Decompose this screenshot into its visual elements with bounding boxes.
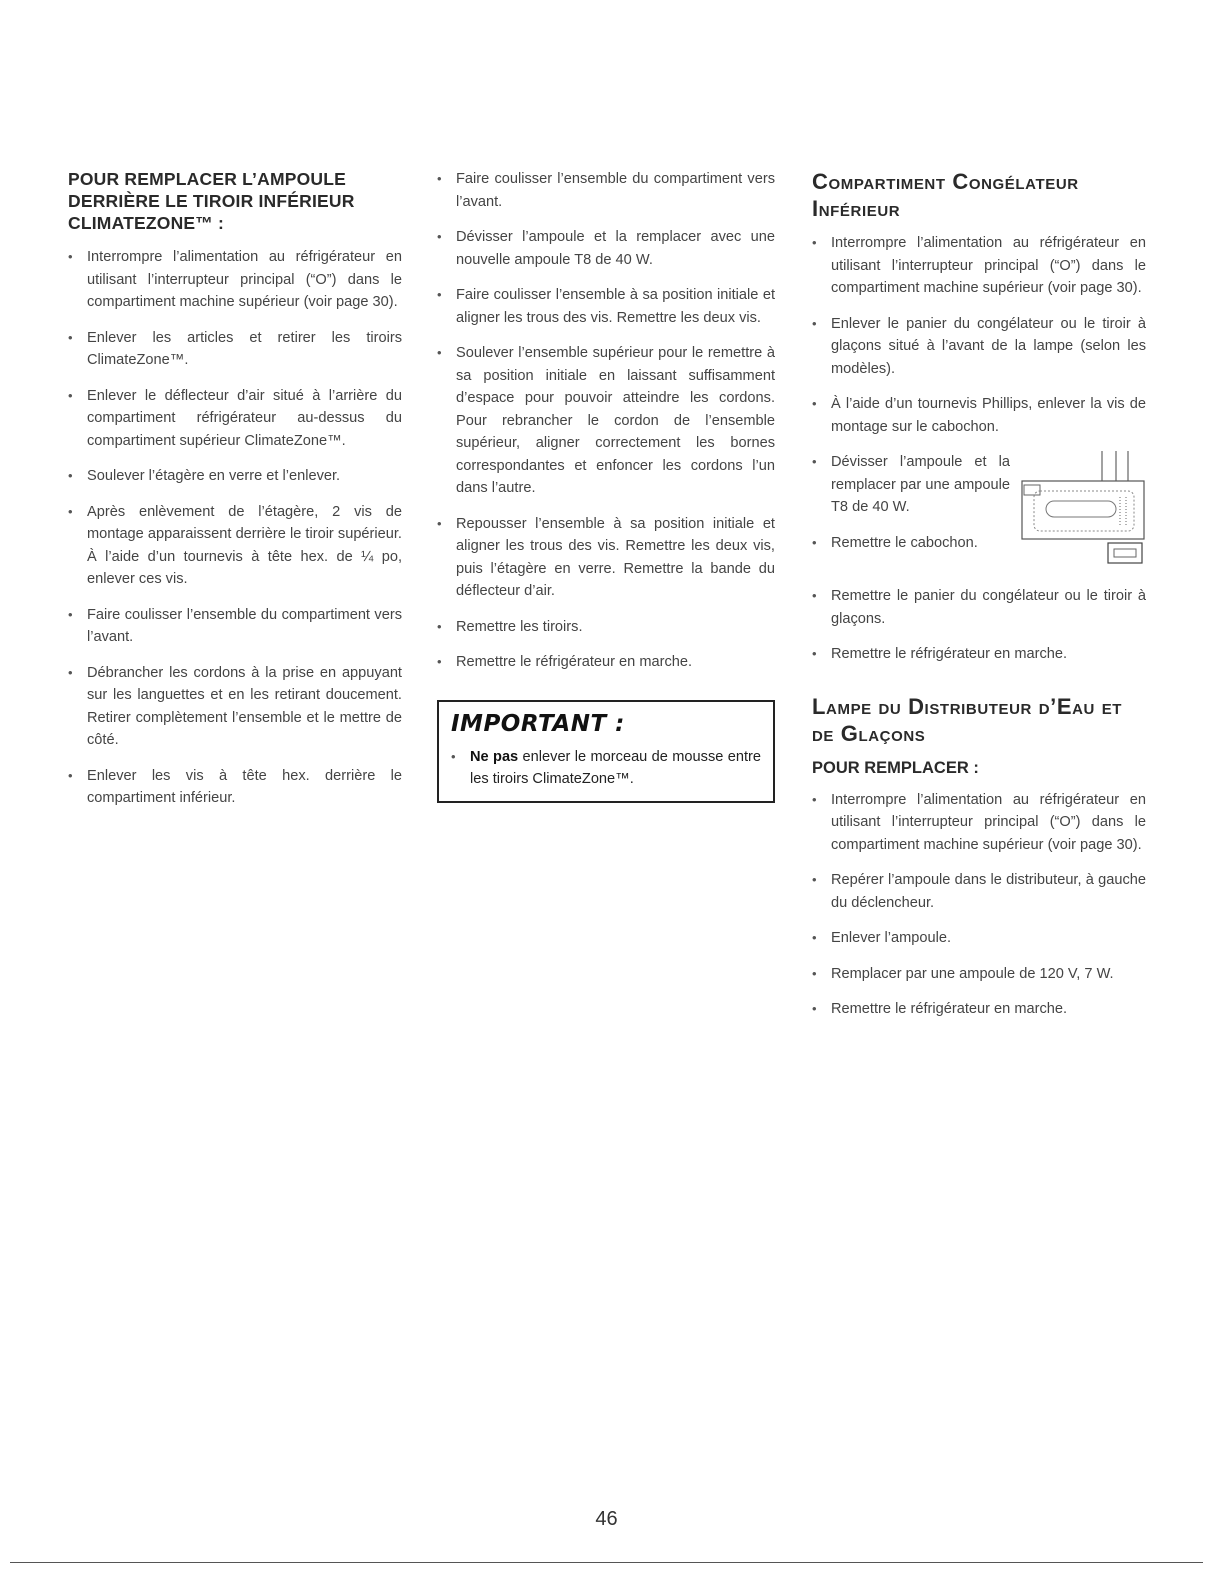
page-number: 46 — [595, 1508, 618, 1530]
list-item: • Après enlèvement de l’étagère, 2 vis de montage apparaissent derrière le tiroir supérieur. À l’aide d’un tournevis à tête hex. de ¼ po, enlever ces vis. — [68, 501, 402, 591]
footer-divider — [10, 1562, 1203, 1563]
list-item: • Enlever les articles et retirer les tiroirs ClimateZone™. — [68, 327, 402, 372]
list-item: • Enlever l’ampoule. — [812, 927, 1146, 950]
instruction-list — [437, 168, 775, 674]
list-item: • Repérer l’ampoule dans le distributeur, à gauche du déclencheur. — [812, 869, 1146, 914]
list-item: • Remettre le panier du congélateur ou le tiroir à glaçons. — [812, 585, 1146, 630]
list-item-with-figure: • Dévisser l’ampoule et la remplacer par une ampoule T8 de 40 W. • Remettre le cabochon. — [812, 451, 1146, 573]
list-item: • Enlever le panier du congélateur ou le tiroir à glaçons situé à l’avant de la lampe (selon les modèles). — [812, 313, 1146, 381]
list-item: • Enlever le déflecteur d’air situé à l’arrière du compartiment réfrigérateur au-dessus du compartiment supérieur ClimateZone™. — [68, 385, 402, 453]
bullet-icon: • — [68, 503, 73, 519]
bullet-icon: • — [68, 329, 73, 345]
bullet-icon: • — [812, 791, 817, 807]
section-heading-freezer: Compartiment Congélateur Inférieur — [812, 169, 1079, 221]
section-heading-dispenser: Lampe du Distributeur d’Eau et de Glaçons — [812, 693, 1123, 746]
list-item: • Faire coulisser l’ensemble du compartiment vers l’avant. — [437, 168, 775, 213]
important-notice-box — [437, 700, 775, 803]
instruction-list — [68, 246, 402, 810]
list-item: • Soulever l’étagère en verre et l’enlever. — [68, 465, 402, 488]
list-item: • Soulever l’ensemble supérieur pour le remettre à sa position initiale en laissant suffisamment d’espace pour pouvoir atteindre les cordons. Pour rebrancher le cordon de l’ensemble supérieur, aligner correctement les bornes correspondantes et enfoncer les cordons l’un dans l’autre. — [437, 342, 775, 500]
important-title: IMPORTANT : — [451, 710, 625, 737]
section-heading-climatezone: POUR REMPLACER L’AMPOULE DERRIÈRE LE TIROIR INFÉRIEUR CLIMATEZONE™ : — [68, 169, 355, 233]
list-item: • Débrancher les cordons à la prise en appuyant sur les languettes et en les retirant doucement. Retirer complètement l’ensemble et le mettre de côté. — [68, 662, 402, 752]
bullet-icon: • — [812, 454, 817, 469]
list-item: • Remettre le réfrigérateur en marche. — [812, 643, 1146, 666]
bullet-icon: • — [812, 646, 817, 661]
bullet-icon: • — [437, 654, 442, 669]
bullet-icon: • — [812, 534, 817, 550]
list-item: • Dévisser l’ampoule et la remplacer avec une nouvelle ampoule T8 de 40 W. — [437, 226, 775, 271]
list-item: • Repousser l’ensemble à sa position initiale et aligner les trous des vis. Remettre les deux vis, puis l’étagère en verre. Remettre la bande du déflecteur d’air. — [437, 513, 775, 603]
bullet-icon: • — [68, 387, 73, 403]
list-item: • Enlever les vis à tête hex. derrière le compartiment inférieur. — [68, 765, 402, 810]
list-item: • Remettre les tiroirs. — [437, 616, 775, 639]
list-item: • Remettre le réfrigérateur en marche. — [812, 998, 1146, 1021]
bullet-icon: • — [812, 965, 817, 981]
bullet-icon: • — [437, 515, 442, 531]
light-cover-figure — [1016, 451, 1146, 573]
list-item: • Remettre le réfrigérateur en marche. — [437, 651, 775, 674]
bullet-icon: • — [812, 1001, 817, 1016]
bullet-icon: • — [68, 664, 73, 680]
bullet-icon: • — [812, 235, 817, 250]
list-item: • Faire coulisser l’ensemble à sa position initiale et aligner les trous des vis. Remettre les deux vis. — [437, 284, 775, 329]
list-item: • À l’aide d’un tournevis Phillips, enlever la vis de montage sur le cabochon. — [812, 393, 1146, 438]
list-item: • Remplacer par une ampoule de 120 V, 7 W. — [812, 963, 1146, 986]
list-item: • Faire coulisser l’ensemble du compartiment vers l’avant. — [68, 604, 402, 649]
list-item: • Interrompre l’alimentation au réfrigérateur en utilisant l’interrupteur principal (“O”) dans le compartiment machine supérieur (voir page 30). — [812, 789, 1146, 857]
bullet-icon: • — [812, 396, 817, 411]
bullet-icon: • — [812, 588, 817, 603]
bullet-icon: • — [812, 872, 817, 887]
bullet-icon: • — [68, 606, 73, 622]
sub-heading-replace: POUR REMPLACER : — [812, 758, 979, 777]
bullet-icon: • — [437, 618, 442, 634]
bullet-icon: • — [437, 171, 442, 186]
important-item: • Ne pas enlever le morceau de mousse entre les tiroirs ClimateZone™. — [451, 746, 761, 791]
bullet-icon: • — [812, 930, 817, 945]
instruction-list — [812, 232, 1146, 666]
column-left — [68, 168, 402, 823]
lamp-cover-illustration — [1016, 451, 1146, 573]
bullet-icon: • — [812, 315, 817, 331]
list-item: • Interrompre l’alimentation au réfrigérateur en utilisant l’interrupteur principal (“O”) dans le compartiment machine supérieur (voir page 30). — [812, 232, 1146, 300]
bullet-icon: • — [437, 229, 442, 244]
bullet-icon: • — [68, 767, 73, 783]
bullet-icon: • — [437, 345, 442, 360]
bullet-icon: • — [68, 249, 73, 264]
bullet-icon: • — [68, 468, 73, 483]
list-item: • Interrompre l’alimentation au réfrigérateur en utilisant l’interrupteur principal (“O”) dans le compartiment machine supérieur (voir page 30). — [68, 246, 402, 314]
column-middle — [437, 168, 775, 803]
instruction-list — [812, 789, 1146, 1021]
column-right — [812, 168, 1146, 1034]
bullet-icon: • — [451, 748, 456, 764]
bullet-icon: • — [437, 287, 442, 302]
important-emphasis: Ne pas — [470, 748, 519, 765]
